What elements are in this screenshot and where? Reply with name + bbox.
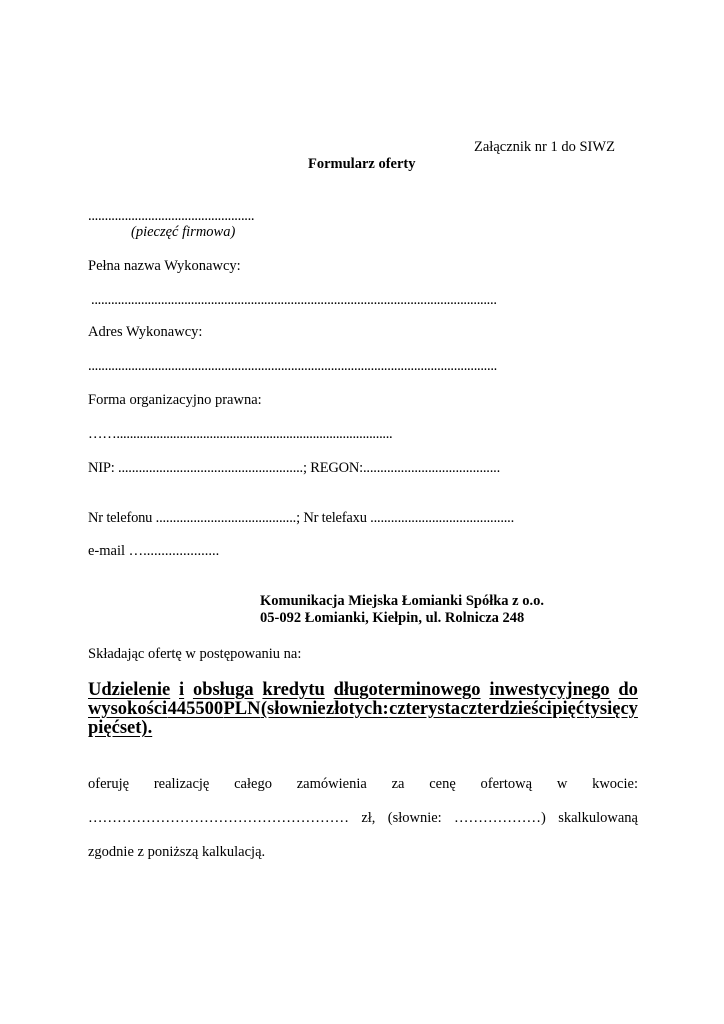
offer-line-3: zgodnie z poniższą kalkulacją. bbox=[88, 844, 266, 860]
subject-word: czterysta bbox=[389, 699, 460, 719]
offer-word: całego bbox=[234, 776, 272, 792]
offer-word: za bbox=[391, 776, 405, 792]
intro-text: Składając ofertę w postępowaniu na: bbox=[88, 646, 302, 662]
offer-word: realizację bbox=[153, 776, 210, 792]
contractor-address-label: Adres Wykonawcy: bbox=[88, 324, 203, 340]
phone-fax-line[interactable]: Nr telefonu .........................................; Nr telefaxu .......................................... bbox=[88, 510, 515, 526]
subject-word: i bbox=[179, 680, 185, 700]
offer-word: ofertową bbox=[480, 776, 533, 792]
recipient-line-1: Komunikacja Miejska Łomianki Spółka z o.o. bbox=[260, 593, 544, 609]
offer-line-1 bbox=[88, 776, 638, 793]
subject-word: do bbox=[618, 680, 638, 700]
subject-word: czterdzieści bbox=[460, 699, 552, 719]
form-title: Formularz oferty bbox=[308, 156, 416, 172]
subject-word: wysokości bbox=[88, 699, 168, 719]
subject-word: długoterminowego bbox=[333, 680, 481, 700]
offer-word: w bbox=[556, 776, 568, 792]
offer-word: zamówienia bbox=[296, 776, 367, 792]
offer-word: (słownie: bbox=[387, 810, 442, 826]
email-line[interactable]: e-mail …..................... bbox=[88, 543, 220, 559]
offer-word: cenę bbox=[429, 776, 456, 792]
subject-word: tysięcy bbox=[584, 699, 638, 719]
subject-word: PLN bbox=[223, 699, 261, 719]
legal-form-field[interactable]: ……................................................................................... bbox=[88, 426, 393, 442]
subject-line-3: pięćset). bbox=[88, 718, 153, 738]
offer-word: kwocie: bbox=[592, 776, 638, 792]
contractor-name-field[interactable]: .......................................................................................................................... bbox=[91, 292, 497, 308]
price-words-field[interactable]: ………………) bbox=[454, 810, 546, 826]
subject-word: złotych: bbox=[326, 699, 389, 719]
price-field[interactable]: ……………………………………………… bbox=[88, 810, 349, 826]
contractor-address-field[interactable]: ........................................................................................................................... bbox=[88, 358, 497, 374]
offer-word: skalkulowaną bbox=[558, 810, 638, 826]
recipient-line-2: 05-092 Łomianki, Kiełpin, ul. Rolnicza 248 bbox=[260, 610, 525, 626]
stamp-dots: .................................................. bbox=[88, 208, 255, 224]
nip-regon-line[interactable]: NIP: ......................................................; REGON:........................................ bbox=[88, 460, 500, 476]
offer-word: oferuję bbox=[88, 776, 130, 792]
subject-word: Udzielenie bbox=[88, 680, 171, 700]
subject-word: kredytu bbox=[262, 680, 325, 700]
subject-word: (słownie bbox=[260, 699, 326, 719]
stamp-label: (pieczęć firmowa) bbox=[131, 224, 236, 240]
legal-form-label: Forma organizacyjno prawna: bbox=[88, 392, 262, 408]
subject-word: inwestycyjnego bbox=[489, 680, 610, 700]
offer-line-2 bbox=[88, 810, 638, 827]
subject-word: pięć bbox=[552, 699, 585, 719]
contractor-name-label: Pełna nazwa Wykonawcy: bbox=[88, 258, 241, 274]
subject-word: obsługa bbox=[192, 680, 254, 700]
attachment-label: Załącznik nr 1 do SIWZ bbox=[474, 139, 615, 155]
subject-line-2 bbox=[88, 699, 638, 720]
offer-word: zł, bbox=[361, 810, 376, 826]
subject-word: 445500 bbox=[167, 699, 224, 719]
